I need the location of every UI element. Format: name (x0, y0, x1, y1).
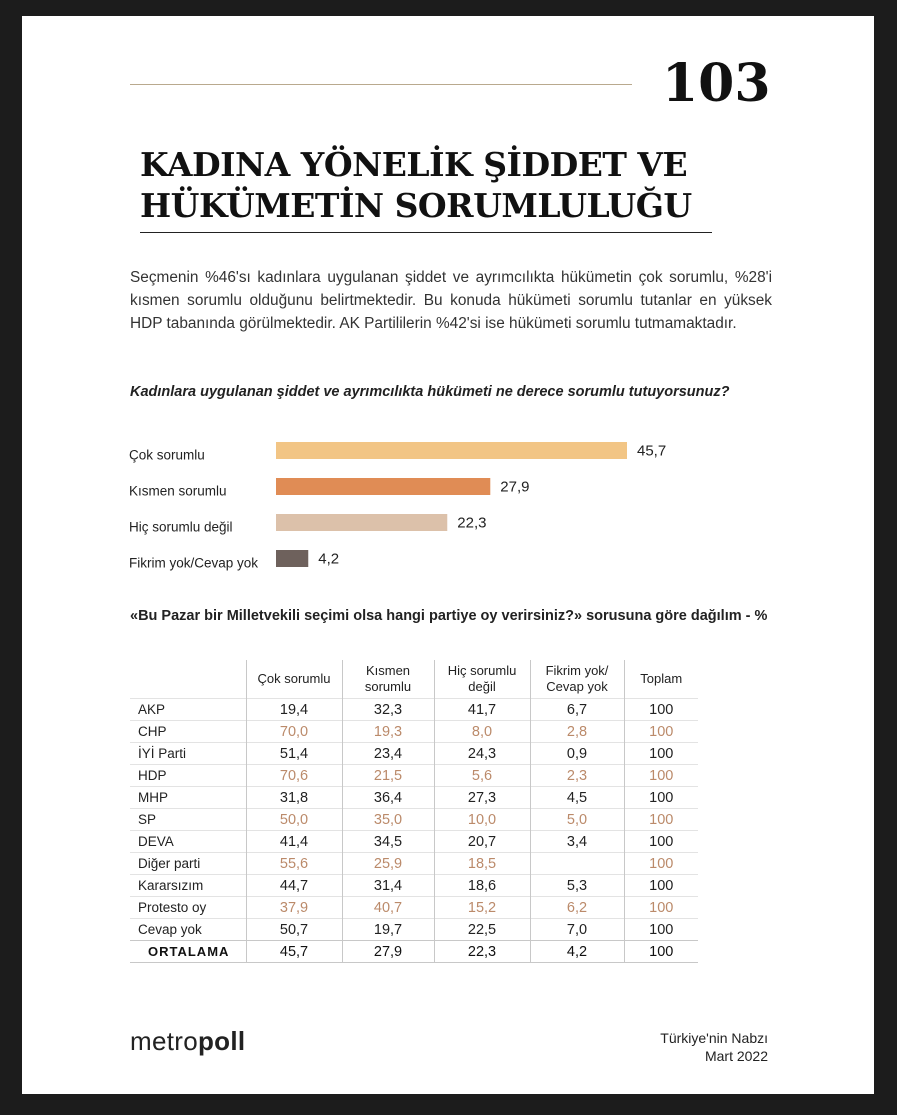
table-cell: 100 (624, 721, 698, 743)
table-cell: 25,9 (342, 853, 434, 875)
table-cell: 6,7 (530, 699, 624, 721)
table-cell: 24,3 (434, 743, 530, 765)
report-page (22, 16, 874, 1094)
table-cell: 4,5 (530, 787, 624, 809)
header-empty (130, 660, 246, 699)
table-cell: 2,3 (530, 765, 624, 787)
table-cell: 15,2 (434, 897, 530, 919)
chart-question: Kadınlara uygulanan şiddet ve ayrımcılıkta hükümeti ne derece sorumlu tutuyorsunuz? (130, 384, 730, 400)
total-cell: 4,2 (530, 941, 624, 963)
table-cell: 18,5 (434, 853, 530, 875)
table-cell: 100 (624, 787, 698, 809)
category-label: Fikrim yok/Cevap yok (129, 555, 259, 571)
total-label: ORTALAMA (130, 941, 246, 963)
table-cell: 37,9 (246, 897, 342, 919)
header-fikrim-yok: Fikrim yok/ Cevap yok (530, 660, 624, 699)
table-cell: 55,6 (246, 853, 342, 875)
title-line-2: HÜKÜMETİN SORUMLULUĞU (140, 186, 692, 225)
party-name: DEVA (130, 831, 246, 853)
table-cell: 19,4 (246, 699, 342, 721)
table-cell: 27,3 (434, 787, 530, 809)
table-cell: 41,7 (434, 699, 530, 721)
party-name: Diğer parti (130, 853, 246, 875)
bar (276, 478, 490, 495)
bar (276, 442, 627, 459)
table-cell: 50,0 (246, 809, 342, 831)
table-cell: 36,4 (342, 787, 434, 809)
title-line-1: KADINA YÖNELİK ŞİDDET VE (140, 145, 688, 184)
category-label: Hiç sorumlu değil (129, 519, 233, 535)
table-cell: 40,7 (342, 897, 434, 919)
table-cell: 50,7 (246, 919, 342, 941)
bar (276, 514, 447, 531)
table-cell: 18,6 (434, 875, 530, 897)
table-cell: 19,7 (342, 919, 434, 941)
table-cell: 100 (624, 897, 698, 919)
party-name: Cevap yok (130, 919, 246, 941)
table-row (130, 743, 698, 765)
party-name: SP (130, 809, 246, 831)
data-label: 45,7 (637, 442, 667, 460)
page-title (140, 144, 740, 226)
table-question: «Bu Pazar bir Milletvekili seçimi olsa hangi partiye oy verirsiniz?» sorusuna göre dağılım - % (130, 608, 768, 624)
header-row (130, 660, 698, 699)
table-row (130, 853, 698, 875)
table-row (130, 919, 698, 941)
table-row (130, 699, 698, 721)
table-row (130, 875, 698, 897)
table-row (130, 721, 698, 743)
table-cell: 100 (624, 743, 698, 765)
table-cell: 35,0 (342, 809, 434, 831)
total-cell: 100 (624, 941, 698, 963)
table-row (130, 897, 698, 919)
category-label: Çok sorumlu (129, 447, 205, 463)
table-cell: 70,6 (246, 765, 342, 787)
table-cell: 31,8 (246, 787, 342, 809)
table-cell (530, 853, 624, 875)
table-header (130, 660, 698, 699)
table-cell: 0,9 (530, 743, 624, 765)
table-row (130, 765, 698, 787)
table-cell: 100 (624, 831, 698, 853)
table-cell: 10,0 (434, 809, 530, 831)
table-cell: 100 (624, 765, 698, 787)
data-label: 22,3 (457, 514, 487, 532)
table-cell: 5,6 (434, 765, 530, 787)
table-cell: 44,7 (246, 875, 342, 897)
crosstab-table-wrap (130, 660, 698, 963)
party-name: HDP (130, 765, 246, 787)
header-toplam: Toplam (624, 660, 698, 699)
header-hic-sorumlu-degil: Hiç sorumlu değil (434, 660, 530, 699)
total-cell: 27,9 (342, 941, 434, 963)
table-cell: 21,5 (342, 765, 434, 787)
table-row (130, 787, 698, 809)
table-cell: 8,0 (434, 721, 530, 743)
table-cell: 70,0 (246, 721, 342, 743)
party-name: Protesto oy (130, 897, 246, 919)
bar (276, 550, 308, 567)
table-cell: 100 (624, 853, 698, 875)
table-cell: 20,7 (434, 831, 530, 853)
table-cell: 31,4 (342, 875, 434, 897)
source-line-1: Türkiye'nin Nabzı (660, 1030, 768, 1046)
table-cell: 34,5 (342, 831, 434, 853)
party-name: Kararsızım (130, 875, 246, 897)
table-cell: 5,0 (530, 809, 624, 831)
header-kismen-sorumlu: Kısmen sorumlu (342, 660, 434, 699)
bar-chart (126, 434, 726, 584)
table-cell: 100 (624, 809, 698, 831)
table-cell: 100 (624, 919, 698, 941)
crosstab-table (130, 660, 698, 963)
table-cell: 7,0 (530, 919, 624, 941)
page-number: 103 (662, 53, 771, 114)
total-cell: 22,3 (434, 941, 530, 963)
table-cell: 32,3 (342, 699, 434, 721)
data-label: 4,2 (318, 550, 340, 568)
source-note (582, 1029, 768, 1065)
table-cell: 2,8 (530, 721, 624, 743)
table-row (130, 831, 698, 853)
table-cell: 22,5 (434, 919, 530, 941)
table-cell: 3,4 (530, 831, 624, 853)
total-cell: 45,7 (246, 941, 342, 963)
table-cell: 100 (624, 699, 698, 721)
party-name: MHP (130, 787, 246, 809)
intro-paragraph: Seçmenin %46'sı kadınlara uygulanan şiddet ve ayrımcılıkta hükümetin çok sorumlu, %28'i kısmen sorumlu olduğunu belirtmektedir. Bu konuda hükümeti sorumlu tutanlar en yüksek HDP tabanında görülmektedir. AK Partililerin %42'si ise hükümeti sorumlu tutmamaktadır. (130, 269, 772, 332)
header-cok-sorumlu: Çok sorumlu (246, 660, 342, 699)
source-line-2: Mart 2022 (704, 1048, 768, 1064)
table-cell: 100 (624, 875, 698, 897)
party-name: İYİ Parti (130, 743, 246, 765)
metropoll-logo: metropoll (130, 1026, 246, 1056)
table-cell: 51,4 (246, 743, 342, 765)
table-row (130, 809, 698, 831)
table-cell: 19,3 (342, 721, 434, 743)
table-cell: 6,2 (530, 897, 624, 919)
title-rule (140, 232, 712, 233)
category-label: Kısmen sorumlu (129, 483, 227, 499)
table-cell: 41,4 (246, 831, 342, 853)
data-label: 27,9 (500, 478, 530, 496)
table-cell: 5,3 (530, 875, 624, 897)
table-body (130, 699, 698, 963)
top-rule (130, 84, 632, 85)
party-name: AKP (130, 699, 246, 721)
total-row (130, 941, 698, 963)
table-cell: 23,4 (342, 743, 434, 765)
party-name: CHP (130, 721, 246, 743)
